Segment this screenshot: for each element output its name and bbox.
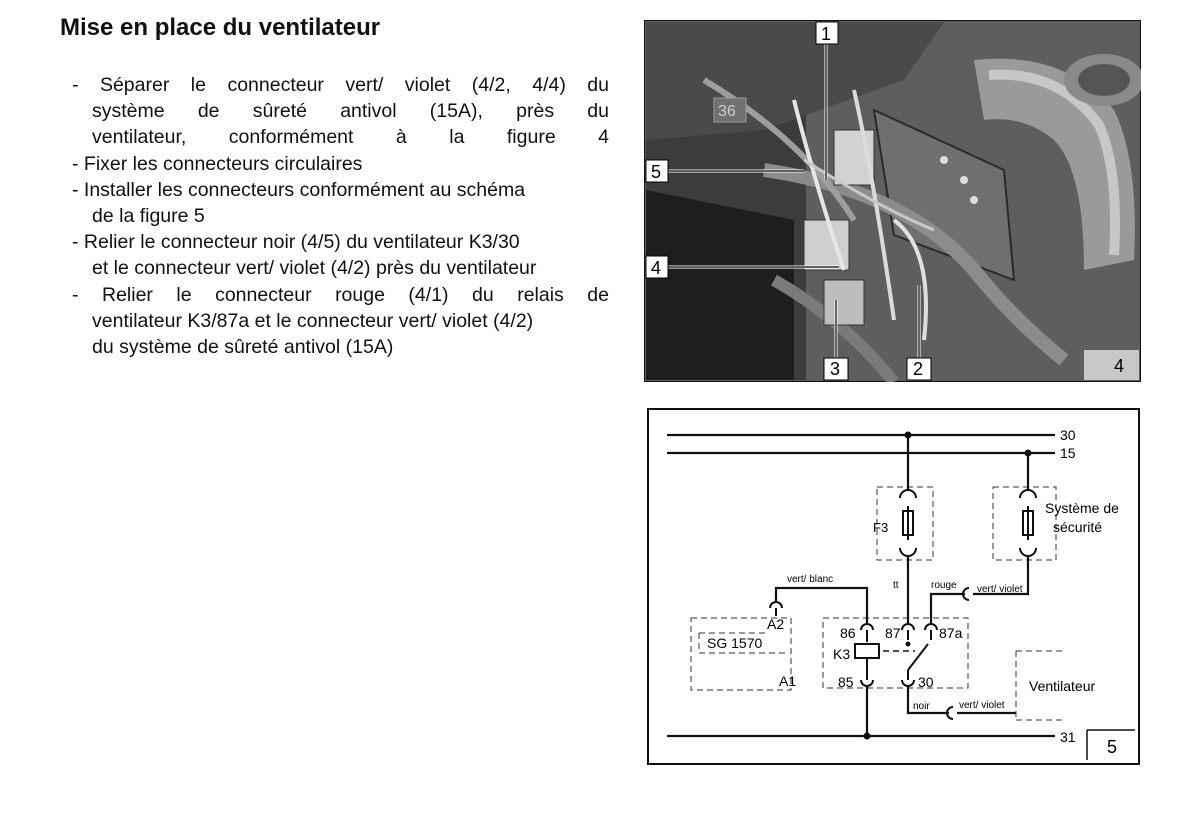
pin-label-87a: 87a [939,625,963,641]
pin-label-30: 30 [918,674,934,690]
list-item [72,229,609,281]
photo-stamp: 36 [718,103,736,120]
step-line: système de sûreté antivol (15A), près du [92,100,609,123]
step-line: du système de sûreté antivol (15A) [92,336,394,359]
bus-label-30: 30 [1060,427,1076,443]
wire-label-noir: noir [913,701,930,712]
step-line: de la figure 5 [92,205,205,228]
relay-coil [855,644,879,658]
list-item [72,282,609,361]
step-line: - Fixer les connecteurs circulaires [72,152,363,175]
fuse-security-label-line2: sécurité [1053,519,1103,535]
controller-pin-a2: A2 [767,616,785,632]
callout-4: 4 [651,258,662,278]
pin-label-86: 86 [840,625,856,641]
callout-2: 2 [913,359,924,379]
pin-label-87: 87 [885,625,901,641]
page-title: Mise en place du ventilateur [60,14,381,41]
bus-label-31: 31 [1060,729,1076,745]
fuse-security-label-line1: Système de [1045,500,1119,516]
bus-label-15: 15 [1060,445,1076,461]
callout-3: 3 [830,359,841,379]
step-line: - Installer les connecteurs conformément au schéma [72,178,526,201]
controller-pin-a1: A1 [779,673,797,689]
list-item [72,72,609,151]
pin-label-85: 85 [838,674,854,690]
relay-label: K3 [833,646,851,662]
list-item [72,177,609,229]
step-line: - Relier le connecteur rouge (4/1) du relais de [72,283,609,306]
step-line: ventilateur, conformément à la figure 4 [92,126,609,149]
figure-5-schematic [647,408,1140,765]
wire-label-vert-violet-bottom: vert/ violet [959,700,1005,711]
figure-number: 5 [1106,737,1118,757]
step-line: et le connecteur vert/ violet (4/2) près du ventilateur [92,257,537,280]
wire-label-rouge: rouge [931,580,957,591]
callout-5: 5 [651,162,662,182]
step-line: ventilateur K3/87a et le connecteur vert/ violet (4/2) [92,309,534,332]
fuse-f3-label: F3 [873,520,889,535]
fan-label: Ventilateur [1029,678,1096,694]
rot-label: tt [893,580,899,591]
step-line: - Relier le connecteur noir (4/5) du ventilateur K3/30 [72,231,520,254]
figure-4-photo [644,20,1141,382]
step-line: - Séparer le connecteur vert/ violet (4/2, 4/4) du [72,74,609,96]
figure-number: 4 [1114,356,1125,376]
wire-label-vert-blanc: vert/ blanc [787,574,834,585]
list-item [72,151,609,177]
wire-label-vert-violet-top: vert/ violet [977,584,1023,595]
controller-label: SG 1570 [707,635,763,651]
callout-1: 1 [821,24,832,44]
instruction-list [72,72,609,360]
